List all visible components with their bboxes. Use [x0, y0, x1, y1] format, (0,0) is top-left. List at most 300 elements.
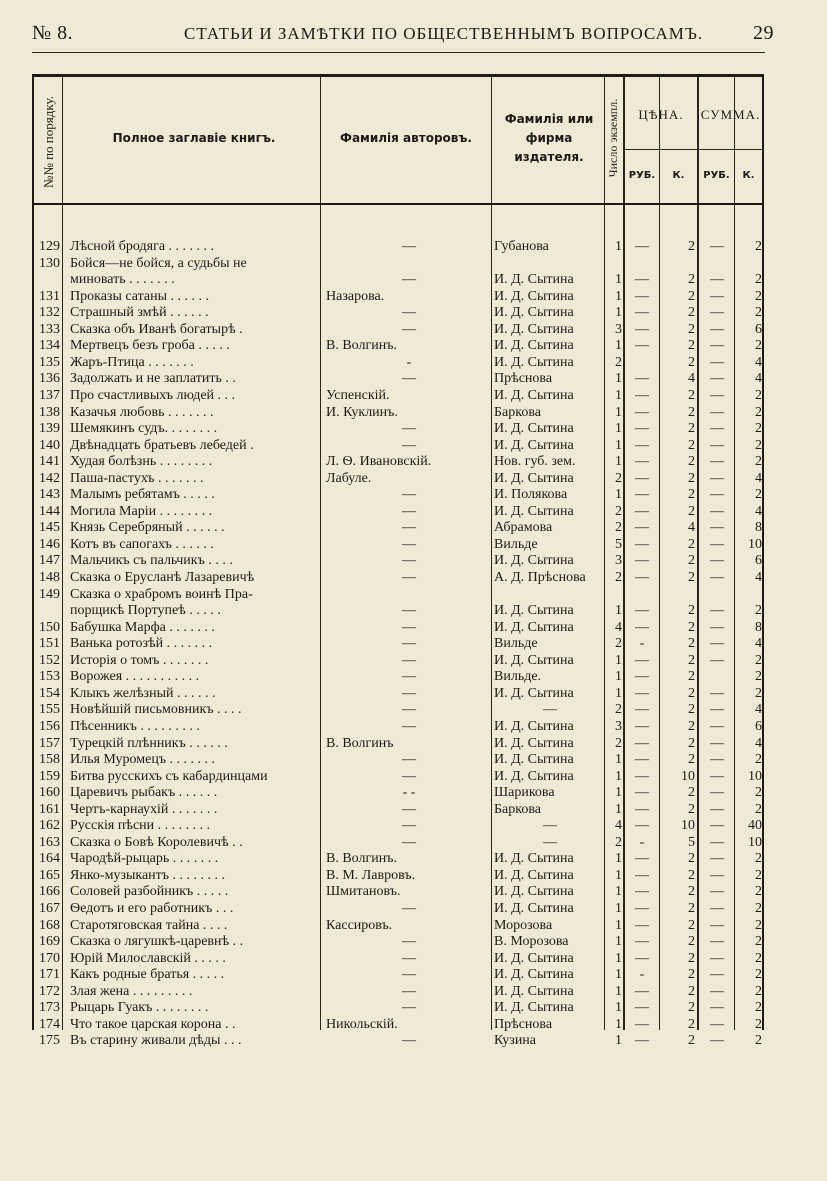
- col-header-price-kop: К.: [672, 170, 685, 181]
- book-title: Шемякинъ судъ. . . . . . . .: [70, 421, 218, 437]
- sum-rub: —: [710, 338, 724, 354]
- price-rub: —: [635, 702, 649, 718]
- price-kop: 2: [688, 735, 695, 751]
- sum-kop: 4: [755, 371, 762, 387]
- book-title: Илья Муромецъ . . . . . . .: [70, 752, 216, 768]
- price-kop: 2: [688, 1033, 695, 1049]
- sum-kop: 2: [755, 967, 762, 983]
- sum-kop: 2: [755, 983, 762, 999]
- sum-rub: —: [710, 652, 724, 668]
- copy-count: 1: [615, 983, 622, 999]
- price-kop: 2: [688, 321, 695, 337]
- author-name: —: [402, 901, 416, 916]
- subheader-rule: [625, 149, 762, 150]
- sum-rub: —: [710, 851, 724, 867]
- sum-kop: 2: [755, 1033, 762, 1049]
- author-name: —: [402, 685, 416, 701]
- publisher-name: И. Д. Сытина: [494, 735, 574, 751]
- table-row: [34, 1033, 762, 1049]
- row-number: 148: [39, 570, 60, 585]
- author-name: —: [402, 305, 416, 321]
- price-rub: —: [635, 950, 649, 966]
- sum-rub: —: [710, 437, 724, 453]
- row-number: 129: [39, 239, 60, 254]
- author-name: —: [402, 1000, 416, 1016]
- sum-kop: 2: [755, 752, 762, 768]
- sum-rub: —: [710, 520, 724, 536]
- price-rub: —: [635, 884, 649, 900]
- copy-count: 1: [615, 1016, 622, 1032]
- author-name: Лабуле.: [326, 470, 372, 486]
- publisher-name: Абрамова: [494, 520, 553, 536]
- price-kop: 10: [681, 768, 695, 784]
- publisher-name: —: [543, 834, 557, 850]
- table-row: [34, 504, 762, 520]
- author-name: —: [402, 669, 416, 685]
- publisher-name: И. Д. Сытина: [494, 321, 574, 337]
- copy-count: 1: [615, 967, 622, 983]
- table-row: [34, 305, 762, 321]
- sum-kop: 2: [755, 404, 762, 420]
- copy-count: 1: [615, 901, 622, 916]
- copy-count: 2: [615, 503, 622, 519]
- sum-rub: —: [710, 421, 724, 437]
- table-row: [34, 322, 762, 338]
- publisher-name: И. Д. Сытина: [494, 652, 574, 668]
- row-number: 169: [39, 934, 60, 950]
- row-number: 162: [39, 818, 60, 834]
- row-number: 136: [39, 371, 60, 387]
- author-name: И. Куклинъ.: [326, 404, 398, 420]
- author-name: —: [402, 619, 416, 635]
- header-rule: [32, 52, 765, 53]
- publisher-name: Прѣснова: [494, 371, 553, 387]
- table-row: [34, 918, 762, 934]
- sum-kop: 2: [755, 487, 762, 503]
- book-title: Проказы сатаны . . . . . .: [70, 288, 209, 304]
- book-title: Жаръ-Птица . . . . . . .: [70, 354, 194, 370]
- price-rub: —: [635, 718, 649, 734]
- sum-kop: 4: [755, 470, 762, 486]
- publisher-name: И. Д. Сытина: [494, 272, 574, 288]
- sum-rub: —: [710, 818, 724, 834]
- sum-rub: —: [710, 685, 724, 701]
- sum-kop: 4: [755, 570, 762, 585]
- price-rub: —: [635, 454, 649, 470]
- book-title: миновать . . . . . . .: [70, 272, 175, 288]
- table-row: [34, 487, 762, 503]
- copy-count: 1: [615, 603, 622, 619]
- sum-rub: —: [710, 454, 724, 470]
- price-rub: —: [635, 983, 649, 999]
- publisher-name: Нов. губ. зем.: [494, 454, 576, 470]
- row-number: 168: [39, 917, 60, 933]
- author-name: —: [402, 1033, 416, 1049]
- book-title: Чертъ-карнаухій . . . . . . .: [70, 801, 218, 817]
- price-kop: 2: [688, 752, 695, 768]
- copy-count: 2: [615, 834, 622, 850]
- row-number: 152: [39, 652, 60, 668]
- sum-kop: 6: [755, 553, 762, 569]
- book-title: Юрій Милославскій . . . . .: [70, 950, 226, 966]
- price-rub: —: [635, 487, 649, 503]
- sum-kop: 2: [755, 387, 762, 403]
- price-rub: —: [635, 239, 649, 254]
- issue-number: № 8.: [32, 22, 74, 44]
- row-number: 156: [39, 718, 60, 734]
- author-name: —: [402, 752, 416, 768]
- sum-kop: 10: [748, 834, 762, 850]
- row-number: 132: [39, 305, 60, 321]
- table-row: [34, 1000, 762, 1016]
- price-kop: 2: [688, 404, 695, 420]
- sum-rub: —: [710, 983, 724, 999]
- author-name: - -: [402, 785, 416, 801]
- author-name: Никольскій.: [326, 1016, 398, 1032]
- price-kop: 2: [688, 536, 695, 552]
- col-header-num: №№ по порядку.: [41, 96, 56, 188]
- table-row: [34, 371, 762, 387]
- sum-kop: 2: [755, 454, 762, 470]
- author-name: —: [402, 834, 416, 850]
- copy-count: 1: [615, 387, 622, 403]
- table-row: [34, 653, 762, 669]
- price-rub: —: [635, 371, 649, 387]
- sum-rub: —: [710, 901, 724, 916]
- sum-kop: 2: [755, 437, 762, 453]
- price-rub: —: [635, 1016, 649, 1032]
- sum-kop: 2: [755, 884, 762, 900]
- author-name: —: [402, 603, 416, 619]
- price-rub: -: [639, 636, 645, 652]
- price-rub: —: [635, 917, 649, 933]
- row-number: 158: [39, 752, 60, 768]
- publisher-name: И. Д. Сытина: [494, 768, 574, 784]
- sum-rub: —: [710, 1016, 724, 1032]
- sum-kop: 2: [755, 867, 762, 883]
- book-title: Русскія пѣсни . . . . . . . .: [70, 818, 211, 834]
- sum-kop: 2: [755, 669, 762, 685]
- sum-kop: 2: [755, 272, 762, 288]
- publisher-name: И. Д. Сытина: [494, 752, 574, 768]
- author-name: —: [402, 818, 416, 834]
- copy-count: 3: [615, 718, 622, 734]
- price-kop: 2: [688, 603, 695, 619]
- book-title: Задолжать и не заплатить . .: [70, 371, 236, 387]
- book-title: Соловей разбойникъ . . . . .: [70, 884, 229, 900]
- book-title: Клыкъ желѣзный . . . . . .: [70, 685, 216, 701]
- table-row: [34, 454, 762, 470]
- publisher-name: Кузина: [494, 1033, 537, 1049]
- sum-kop: 4: [755, 503, 762, 519]
- book-title: Сказка о Еруcланѣ Лазаревичѣ: [70, 570, 255, 585]
- author-name: Назарова.: [326, 288, 385, 304]
- book-title: Рыцарь Гуакъ . . . . . . . .: [70, 1000, 209, 1016]
- price-kop: 2: [688, 718, 695, 734]
- publisher-name: —: [543, 702, 557, 718]
- price-kop: 4: [688, 520, 695, 536]
- table-row: [34, 388, 762, 404]
- row-number: 149: [39, 586, 60, 602]
- table-row: [34, 620, 762, 636]
- copy-count: 1: [615, 950, 622, 966]
- price-rub: —: [635, 421, 649, 437]
- table-row: [34, 1017, 762, 1033]
- copy-count: 1: [615, 768, 622, 784]
- author-name: —: [402, 239, 416, 254]
- price-rub: —: [635, 387, 649, 403]
- author-name: —: [402, 321, 416, 337]
- price-rub: —: [635, 272, 649, 288]
- sum-kop: 2: [755, 305, 762, 321]
- price-kop: 2: [688, 354, 695, 370]
- table-row: [34, 736, 762, 752]
- page-header: [32, 22, 774, 48]
- sum-kop: 2: [755, 801, 762, 817]
- price-rub: —: [635, 785, 649, 801]
- price-rub: —: [635, 851, 649, 867]
- price-kop: 2: [688, 669, 695, 685]
- sum-kop: 40: [748, 818, 762, 834]
- sum-rub: —: [710, 967, 724, 983]
- sum-kop: 6: [755, 321, 762, 337]
- table-row: [34, 984, 762, 1000]
- sum-rub: —: [710, 702, 724, 718]
- author-name: Кассировъ.: [326, 917, 393, 933]
- row-number: 157: [39, 735, 60, 751]
- copy-count: 2: [615, 470, 622, 486]
- publisher-name: И. Д. Сытина: [494, 503, 574, 519]
- sum-kop: 6: [755, 718, 762, 734]
- running-title: СТАТЬИ И ЗАМѢТКИ ПО ОБЩЕСТВЕННЫМЪ ВОПРОСАМЪ.: [184, 24, 704, 43]
- copy-count: 1: [615, 371, 622, 387]
- sum-kop: 4: [755, 702, 762, 718]
- row-number: 141: [39, 454, 60, 470]
- col-header-title: Полное заглавіе книгъ.: [112, 131, 276, 145]
- price-rub: —: [635, 867, 649, 883]
- author-name: —: [402, 536, 416, 552]
- book-title: Лѣсной бродяга . . . . . . .: [70, 239, 215, 254]
- book-title: Старотяговская тайна . . . .: [70, 917, 228, 933]
- row-number: 131: [39, 288, 60, 304]
- book-title: Худая болѣзнь . . . . . . . .: [70, 454, 213, 470]
- price-kop: 2: [688, 1000, 695, 1016]
- publisher-name: Прѣснова: [494, 1016, 553, 1032]
- row-number: 170: [39, 950, 60, 966]
- sum-rub: —: [710, 1000, 724, 1016]
- copy-count: 1: [615, 288, 622, 304]
- row-number: 160: [39, 785, 60, 801]
- sum-rub: —: [710, 288, 724, 304]
- price-kop: 2: [688, 570, 695, 585]
- price-rub: —: [635, 570, 649, 585]
- price-rub: —: [635, 901, 649, 916]
- publisher-name: И. Д. Сытина: [494, 354, 574, 370]
- price-rub: —: [635, 321, 649, 337]
- book-title: Страшный змѣй . . . . . .: [70, 305, 209, 321]
- table-row: [34, 702, 762, 718]
- table-row: [34, 570, 762, 586]
- price-kop: 2: [688, 801, 695, 817]
- book-title: Князь Серебряный . . . . . .: [70, 520, 225, 536]
- publisher-name: Морозова: [494, 917, 553, 933]
- sum-rub: —: [710, 387, 724, 403]
- row-number: 163: [39, 834, 60, 850]
- page-number: 29: [753, 22, 774, 44]
- table-row: [34, 520, 762, 536]
- sum-rub: —: [710, 503, 724, 519]
- price-kop: 2: [688, 454, 695, 470]
- price-rub: —: [635, 536, 649, 552]
- sum-rub: —: [710, 1033, 724, 1049]
- copy-count: 1: [615, 437, 622, 453]
- table-row: [34, 289, 762, 305]
- book-title: Сказка о Бовѣ Королевичѣ . .: [70, 834, 243, 850]
- price-rub: —: [635, 305, 649, 321]
- author-name: В. Волгинъ.: [326, 338, 397, 354]
- publisher-name: И. Д. Сытина: [494, 437, 574, 453]
- copy-count: 1: [615, 1000, 622, 1016]
- publisher-name: —: [543, 818, 557, 834]
- copy-count: 1: [615, 934, 622, 950]
- copy-count: 1: [615, 272, 622, 288]
- col-header-sum-rub: РУБ.: [703, 170, 730, 181]
- price-kop: 4: [688, 371, 695, 387]
- price-kop: 2: [688, 288, 695, 304]
- price-rub: —: [635, 619, 649, 635]
- book-title: Сказка объ Иванѣ богатырѣ .: [70, 321, 243, 337]
- sum-rub: —: [710, 371, 724, 387]
- author-name: —: [402, 421, 416, 437]
- price-rub: —: [635, 801, 649, 817]
- publisher-name: Баркова: [494, 404, 541, 420]
- sum-rub: —: [710, 768, 724, 784]
- publisher-name: Вильде: [494, 536, 538, 552]
- sum-kop: 2: [755, 338, 762, 354]
- col-header-sum: СУММА.: [700, 107, 761, 122]
- sum-rub: —: [710, 239, 724, 254]
- sum-rub: —: [710, 553, 724, 569]
- sum-rub: —: [710, 305, 724, 321]
- publisher-name: И. Д. Сытина: [494, 867, 574, 883]
- sum-kop: 2: [755, 421, 762, 437]
- copy-count: 1: [615, 801, 622, 817]
- sum-kop: 2: [755, 950, 762, 966]
- book-title: Турецкій плѣнникъ . . . . . .: [70, 735, 228, 751]
- book-title: порщикѣ Портупеѣ . . . . .: [70, 603, 221, 619]
- copy-count: 2: [615, 702, 622, 718]
- copy-count: 1: [615, 669, 622, 685]
- book-title: Чародѣй-рыцарь . . . . . . .: [70, 851, 219, 867]
- sum-kop: 2: [755, 1016, 762, 1032]
- table-row: [34, 438, 762, 454]
- price-kop: 2: [688, 305, 695, 321]
- copy-count: 1: [615, 917, 622, 933]
- publisher-name: И. Д. Сытина: [494, 901, 574, 916]
- publisher-name: И. Д. Сытина: [494, 851, 574, 867]
- table-row: [34, 901, 762, 917]
- row-number: 145: [39, 520, 60, 536]
- sum-rub: —: [710, 735, 724, 751]
- price-kop: 2: [688, 1016, 695, 1032]
- author-name: —: [402, 371, 416, 387]
- sum-rub: —: [710, 536, 724, 552]
- price-kop: 2: [688, 239, 695, 254]
- author-name: —: [402, 636, 416, 652]
- publisher-name: И. Д. Сытина: [494, 387, 574, 403]
- price-rub: —: [635, 338, 649, 354]
- table-row: [34, 272, 762, 288]
- author-name: —: [402, 553, 416, 569]
- price-rub: —: [635, 520, 649, 536]
- row-number: 166: [39, 884, 60, 900]
- copy-count: 2: [615, 520, 622, 536]
- price-kop: 2: [688, 272, 695, 288]
- book-title: Ѳедотъ и его работникъ . . .: [70, 901, 234, 916]
- publisher-name: И. Д. Сытина: [494, 553, 574, 569]
- copy-count: 1: [615, 454, 622, 470]
- book-title: Малымъ ребятамъ . . . . .: [70, 487, 215, 503]
- table-row: [34, 868, 762, 884]
- row-number: 144: [39, 503, 60, 519]
- publisher-name: И. Д. Сытина: [494, 603, 574, 619]
- col-header-author: Фамилія авторовъ.: [340, 131, 472, 145]
- row-number: 167: [39, 901, 60, 916]
- table-row: [34, 752, 762, 768]
- publisher-name: В. Морозова: [494, 934, 569, 950]
- price-rub: —: [635, 652, 649, 668]
- row-number: 155: [39, 702, 60, 718]
- sum-rub: —: [710, 603, 724, 619]
- price-rub: —: [635, 470, 649, 486]
- table-row: [34, 884, 762, 900]
- sum-kop: 10: [748, 768, 762, 784]
- author-name: —: [402, 503, 416, 519]
- copy-count: 1: [615, 338, 622, 354]
- price-kop: 2: [688, 503, 695, 519]
- author-name: —: [402, 801, 416, 817]
- row-number: 130: [39, 255, 60, 271]
- price-kop: 2: [688, 884, 695, 900]
- row-number: 171: [39, 967, 60, 983]
- author-name: Успенскій.: [326, 387, 390, 403]
- copy-count: 5: [615, 536, 622, 552]
- publisher-name: А. Д. Прѣснова: [494, 570, 586, 585]
- price-kop: 2: [688, 934, 695, 950]
- price-rub: -: [639, 834, 645, 850]
- sum-kop: 2: [755, 239, 762, 254]
- author-name: —: [402, 983, 416, 999]
- price-rub: —: [635, 735, 649, 751]
- price-rub: —: [635, 503, 649, 519]
- price-kop: 2: [688, 338, 695, 354]
- price-rub: —: [635, 437, 649, 453]
- copy-count: 3: [615, 553, 622, 569]
- copy-count: 1: [615, 239, 622, 254]
- table-row: [34, 818, 762, 834]
- col-header-sum-kop: К.: [742, 170, 755, 181]
- sum-kop: 2: [755, 785, 762, 801]
- row-number: 147: [39, 553, 60, 569]
- sum-rub: —: [710, 934, 724, 950]
- author-name: -: [406, 354, 412, 370]
- price-kop: 5: [688, 834, 695, 850]
- sum-kop: 2: [755, 917, 762, 933]
- row-number: 150: [39, 619, 60, 635]
- sum-rub: —: [710, 487, 724, 503]
- price-rub: —: [635, 752, 649, 768]
- price-kop: 2: [688, 470, 695, 486]
